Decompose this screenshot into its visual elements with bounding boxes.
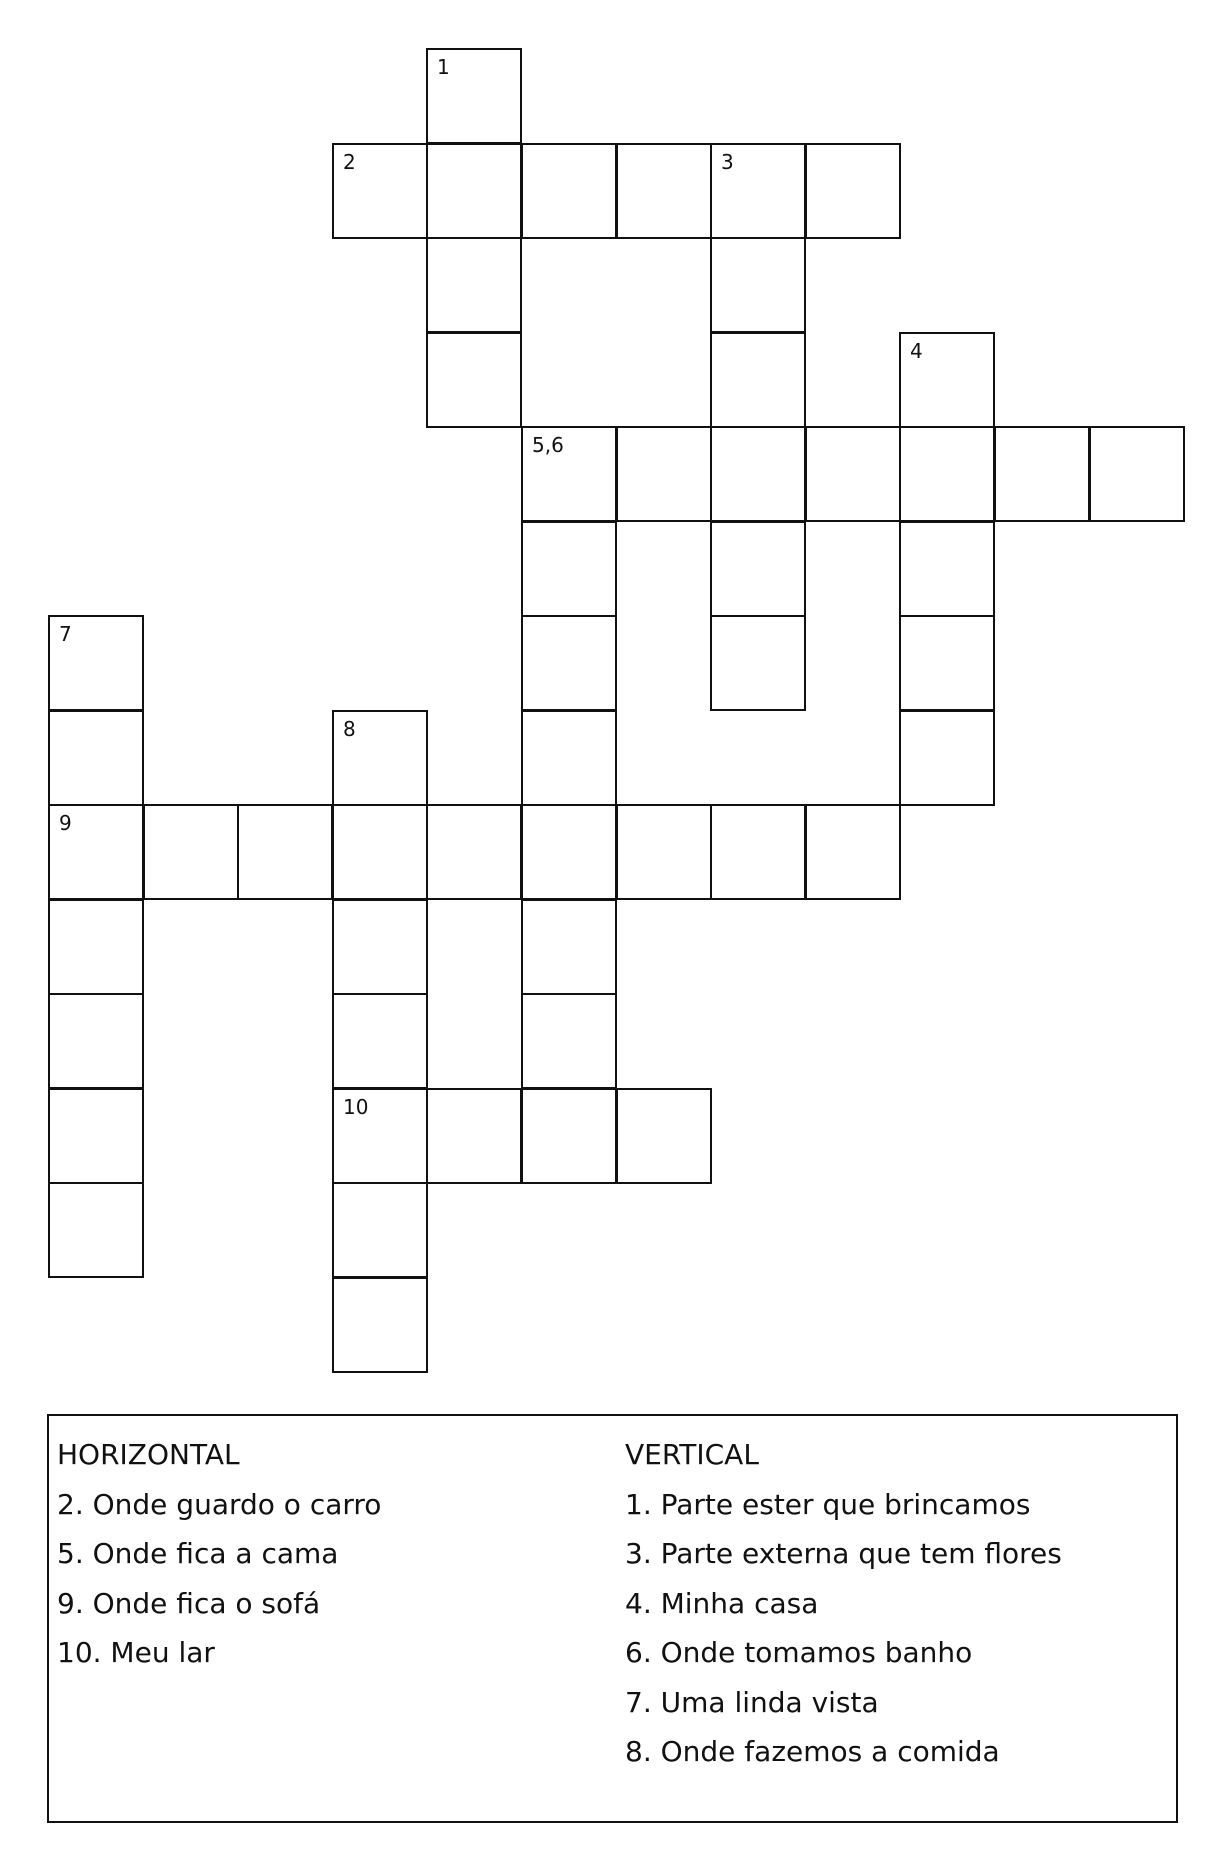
clue-horizontal-10: 10. Meu lar	[57, 1636, 215, 1669]
crossword-cell[interactable]	[332, 710, 428, 806]
crossword-cell[interactable]	[237, 804, 333, 900]
crossword-cell[interactable]	[521, 1088, 617, 1184]
crossword-cell[interactable]	[710, 615, 806, 711]
crossword-cell[interactable]	[48, 1088, 144, 1184]
crossword-cell[interactable]	[332, 1182, 428, 1278]
crossword-cell[interactable]	[710, 521, 806, 617]
crossword-cell[interactable]	[994, 426, 1090, 522]
crossword-cell[interactable]	[899, 332, 995, 428]
crossword-cell[interactable]	[616, 426, 712, 522]
crossword-cell[interactable]	[332, 804, 428, 900]
clue-number: 5,6	[532, 433, 564, 457]
clue-vertical-3: 3. Parte externa que tem flores	[625, 1537, 1062, 1570]
crossword-cell[interactable]	[426, 237, 522, 333]
crossword-cell[interactable]	[710, 804, 806, 900]
clue-number: 9	[59, 811, 72, 835]
crossword-cell[interactable]	[899, 615, 995, 711]
clue-horizontal-9: 9. Onde fica o sofá	[57, 1586, 321, 1620]
clue-number: 4	[910, 339, 923, 363]
crossword-cell[interactable]	[521, 143, 617, 239]
crossword-cell[interactable]	[710, 332, 806, 428]
crossword-cell[interactable]	[521, 710, 617, 806]
clue-vertical-6: 6. Onde tomamos banho	[625, 1636, 973, 1669]
clue-horizontal-5: 5. Onde fica a cama	[57, 1537, 339, 1570]
crossword-cell[interactable]	[521, 993, 617, 1089]
vertical-clues	[625, 1430, 1062, 1777]
clue-number: 1	[437, 55, 450, 79]
clue-vertical-8: 8. Onde fazemos a comida	[625, 1735, 1000, 1768]
crossword-cell[interactable]	[805, 804, 901, 900]
crossword-cell[interactable]	[48, 993, 144, 1089]
crossword-cell[interactable]	[426, 143, 522, 239]
crossword-cell[interactable]	[521, 804, 617, 900]
horizontal-heading: HORIZONTAL	[57, 1438, 240, 1471]
crossword-cell[interactable]	[899, 710, 995, 806]
crossword-cell[interactable]	[332, 1277, 428, 1373]
clue-number: 2	[343, 150, 356, 174]
crossword-cell[interactable]	[521, 521, 617, 617]
crossword-cell[interactable]	[332, 899, 428, 995]
crossword-cell[interactable]	[805, 143, 901, 239]
crossword-cell[interactable]	[48, 804, 144, 900]
crossword-cell[interactable]	[521, 426, 617, 522]
crossword-cell[interactable]	[332, 1088, 428, 1184]
clue-number: 3	[721, 150, 734, 174]
crossword-cell[interactable]	[332, 993, 428, 1089]
crossword-cell[interactable]	[710, 143, 806, 239]
clue-number: 10	[343, 1095, 369, 1119]
crossword-cell[interactable]	[805, 426, 901, 522]
clue-number: 8	[343, 717, 356, 741]
crossword-cell[interactable]	[48, 899, 144, 995]
clues-box	[47, 1414, 1178, 1823]
crossword-cell[interactable]	[710, 237, 806, 333]
clue-horizontal-2: 2. Onde guardo o carro	[57, 1487, 382, 1521]
crossword-cell[interactable]	[710, 426, 806, 522]
crossword-cell[interactable]	[616, 1088, 712, 1184]
crossword-cell[interactable]	[143, 804, 239, 900]
crossword-cell[interactable]	[426, 804, 522, 900]
crossword-cell[interactable]	[426, 48, 522, 144]
crossword-cell[interactable]	[48, 1182, 144, 1278]
clue-vertical-4: 4. Minha casa	[625, 1586, 819, 1620]
crossword-cell[interactable]	[332, 143, 428, 239]
clue-vertical-1: 1. Parte ester que brincamos	[625, 1487, 1031, 1521]
crossword-cell[interactable]	[616, 804, 712, 900]
crossword-cell[interactable]	[521, 899, 617, 995]
crossword-cell[interactable]	[48, 710, 144, 806]
crossword-cell[interactable]	[899, 521, 995, 617]
crossword-cell[interactable]	[1089, 426, 1185, 522]
crossword-cell[interactable]	[616, 143, 712, 239]
clue-number: 7	[59, 622, 72, 646]
crossword-cell[interactable]	[426, 332, 522, 428]
vertical-heading: VERTICAL	[625, 1438, 759, 1471]
crossword-cell[interactable]	[426, 1088, 522, 1184]
horizontal-clues	[57, 1430, 381, 1678]
crossword-cell[interactable]	[899, 426, 995, 522]
clue-vertical-7: 7. Uma linda vista	[625, 1685, 879, 1719]
crossword-cell[interactable]	[48, 615, 144, 711]
crossword-cell[interactable]	[521, 615, 617, 711]
